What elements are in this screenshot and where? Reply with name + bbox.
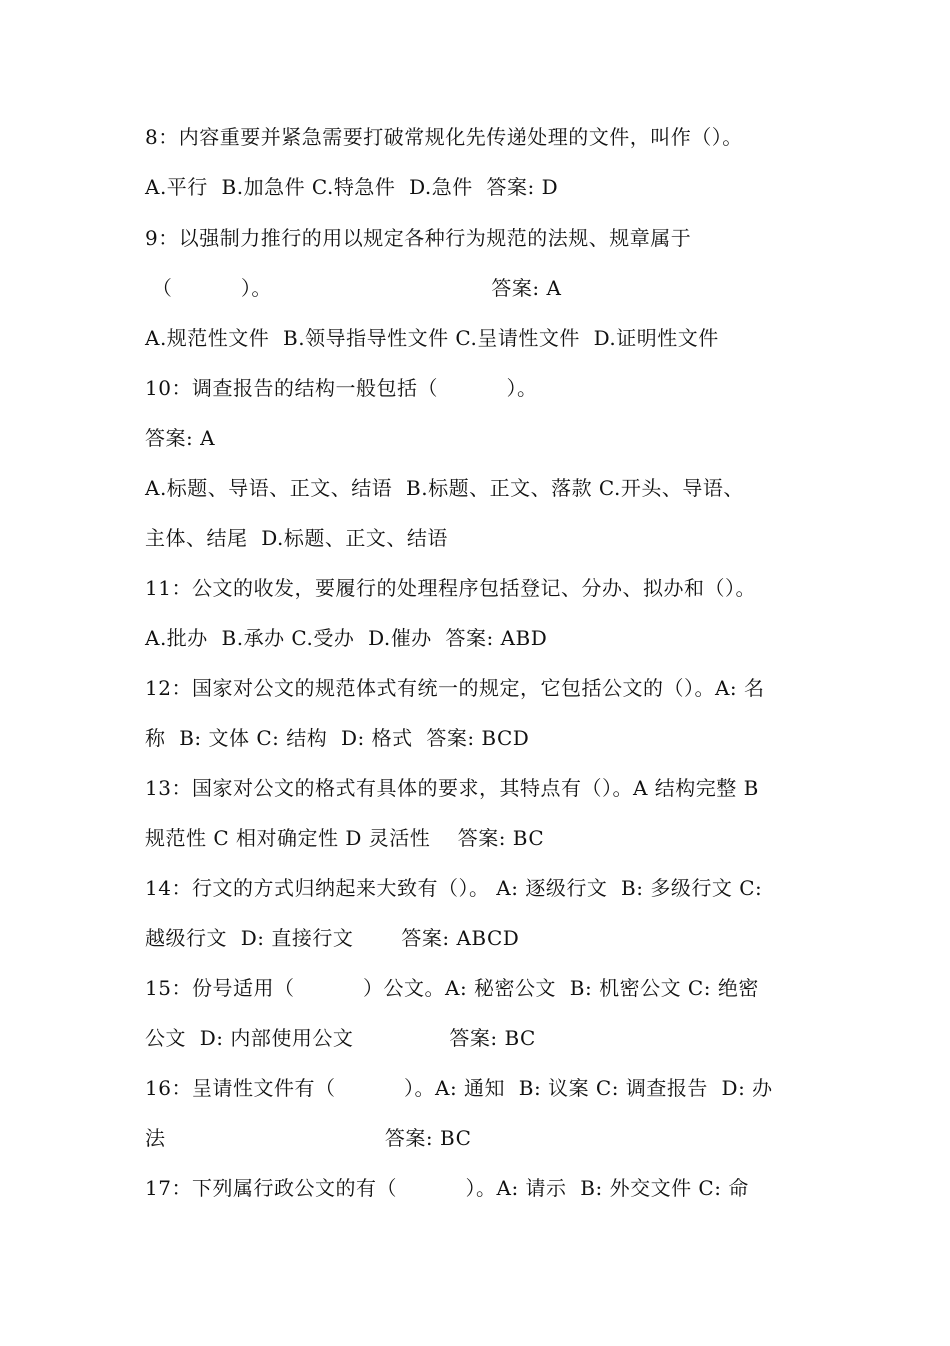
text-line: 10：调查报告的结构一般包括（ ）。 bbox=[145, 376, 538, 400]
text-line: 规范性 C 相对确定性 D 灵活性 答案: BC bbox=[145, 826, 545, 850]
text-line: 13：国家对公文的格式有具体的要求，其特点有（）。A 结构完整 B bbox=[145, 776, 759, 800]
text-line: 15：份号适用（ ）公文。A: 秘密公文 B: 机密公文 C: 绝密 bbox=[145, 976, 759, 1000]
text-line: 主体、结尾 D.标题、正文、结语 bbox=[145, 526, 448, 550]
text-line: 16：呈请性文件有（ ）。A: 通知 B: 议案 C: 调查报告 D: 办 bbox=[145, 1076, 773, 1100]
text-line: 答案: A bbox=[145, 426, 216, 450]
text-line: 8：内容重要并紧急需要打破常规化先传递处理的文件，叫作（）。 bbox=[145, 125, 743, 149]
text-line: 法 答案: BC bbox=[145, 1126, 472, 1150]
text-line: A.规范性文件 B.领导指导性文件 C.呈请性文件 D.证明性文件 bbox=[145, 326, 719, 350]
text-line: 称 B: 文体 C: 结构 D: 格式 答案: BCD bbox=[145, 726, 530, 750]
text-line: 17：下列属行政公文的有（ ）。A: 请示 B: 外交文件 C: 命 bbox=[145, 1176, 749, 1200]
text-line: 14：行文的方式归纳起来大致有（）。 A: 逐级行文 B: 多级行文 C: bbox=[145, 876, 763, 900]
text-line: A.平行 B.加急件 C.特急件 D.急件 答案: D bbox=[145, 175, 559, 199]
text-line: （ ）。 答案: A bbox=[145, 276, 562, 300]
text-line: 12：国家对公文的规范体式有统一的规定，它包括公文的（）。A: 名 bbox=[145, 676, 765, 700]
text-line: 9：以强制力推行的用以规定各种行为规范的法规、规章属于 bbox=[145, 226, 692, 250]
text-line: 公文 D: 内部使用公文 答案: BC bbox=[145, 1026, 536, 1050]
text-line: 越级行文 D: 直接行文 答案: ABCD bbox=[145, 926, 520, 950]
text-line: A.批办 B.承办 C.受办 D.催办 答案: ABD bbox=[145, 626, 548, 650]
text-line: A.标题、导语、正文、结语 B.标题、正文、落款 C.开头、导语、 bbox=[145, 476, 744, 500]
text-line: 11：公文的收发，要履行的处理程序包括登记、分办、拟办和（）。 bbox=[145, 576, 756, 600]
